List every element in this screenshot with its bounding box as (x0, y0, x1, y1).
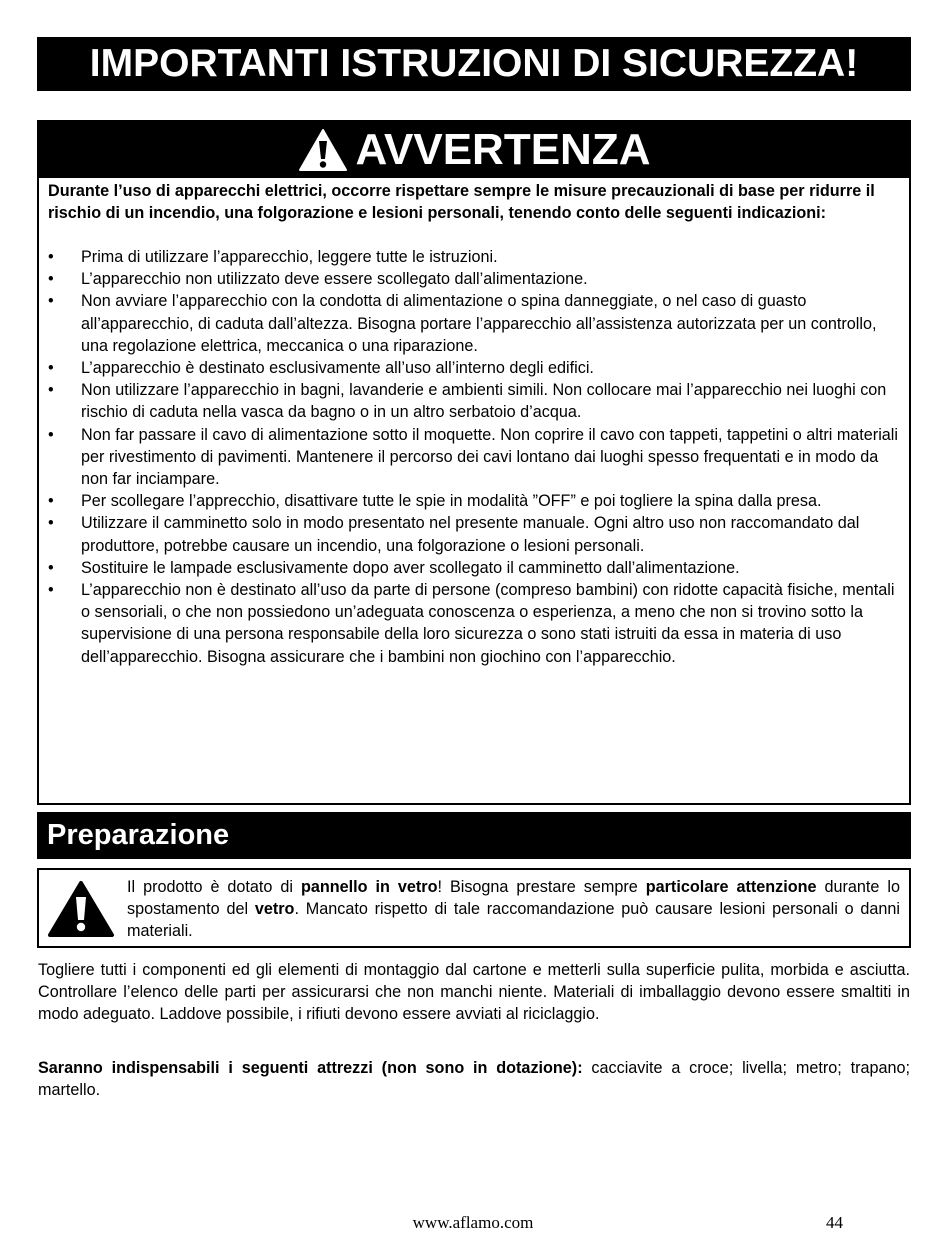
list-item: • Non utilizzare l’apparecchio in bagni, lavanderie e ambienti simili. Non collocare mai l’apparecchio nei luoghi con rischio di caduta nella vasca da bagno o in un altro serbatoio d’acqua. (48, 381, 887, 422)
page-title: IMPORTANTI ISTRUZIONI DI SICUREZZA! (37, 37, 911, 91)
warning-triangle-icon (298, 128, 348, 172)
bullet: • (48, 359, 54, 378)
bullet: • (48, 292, 54, 311)
list-item: • L’apparecchio non utilizzato deve essere scollegato dall’alimentazione. (39, 268, 899, 290)
unpacking-paragraph: Togliere tutti i componenti ed gli elementi di montaggio dal cartone e metterli sulla superficie pulita, morbida e asciutta. Controllare l’elenco delle parti per assicurarsi che non manchi niente. Materiali di imballaggio devono essere smaltiti in modo adeguato. Laddove possibile, i rifiuti devono essere avviati al riciclaggio. (38, 961, 910, 1023)
page-number: 44 (826, 1213, 843, 1232)
bullet: • (48, 248, 54, 266)
warning-heading: AVVERTENZA (355, 125, 651, 174)
warning-intro: Durante l’uso di apparecchi elettrici, occorre rispettare sempre le misure precauzionali di base per ridurre il rischio di un incendio, una folgorazione e lesioni personali, tenendo conto delle seguenti indicazioni: (48, 182, 875, 222)
bullet: • (48, 425, 54, 444)
bullet: • (48, 270, 54, 289)
warning-triangle-icon (47, 880, 115, 938)
tools-label: Saranno indispensabili i seguenti attrezzi (non sono in dotazione): (38, 1059, 583, 1077)
bullet: • (48, 558, 54, 577)
warning-list (39, 246, 899, 668)
tools-paragraph (38, 1057, 910, 1101)
list-item: • L’apparecchio non è destinato all’uso da parte di persone (compreso bambini) con ridotte capacità fisiche, mentali o sensoriali, o che non possiedono un’adeguata conoscenza o esperienza, a meno che non si trovino sotto la supervisione di una persona responsabile della loro sicurezza o sono stati istruiti da essa in materia di uso dell’apparecchio. Bisogna assicurare che i bambini non giochino con l’apparecchio. (48, 581, 895, 666)
bullet: • (48, 581, 54, 600)
list-item: • Non far passare il cavo di alimentazione sotto il moquette. Non coprire il cavo con tappeti, tappetini o altri materiali per rivestimento di pavimenti. Mantenere il percorso dei cavi lontano dai luoghi spesso frequentati e in modo da non far inciampare. (48, 425, 898, 489)
warning-box (37, 120, 911, 805)
glass-notice-box (37, 868, 911, 948)
bullet: • (48, 514, 54, 533)
list-item: • Per scollegare l’apprecchio, disattivare tutte le spie in modalità ”OFF” e poi togliere la spina dalla presa. (39, 490, 899, 512)
list-item: • Prima di utilizzare l’apparecchio, leggere tutte le istruzioni. (39, 246, 899, 268)
list-item: • Non avviare l’apparecchio con la condotta di alimentazione o spina danneggiate, o nel caso di guasto all’apparecchio, di caduta dall’altezza. Bisogna portare l’apparecchio all’assistenza autorizzata per un controllo, una regolazione elettrica, meccanica o una riparazione. (48, 292, 877, 355)
list-item: • Sostituire le lampade esclusivamente dopo aver scollegato il camminetto dall’alimentazione. (39, 557, 899, 579)
warning-header (39, 122, 909, 178)
bullet: • (48, 381, 54, 400)
list-item: • L’apparecchio è destinato esclusivamente all’uso all’interno degli edifici. (39, 357, 899, 379)
footer-url: www.aflamo.com (412, 1213, 534, 1232)
section-heading-preparation: Preparazione (37, 812, 911, 859)
glass-notice-text: Il prodotto è dotato di pannello in vetro! Bisogna prestare sempre particolare attenzione durante lo spostamento del vetro. Mancato rispetto di tale raccomandazione può causare lesioni personali o danni materiali. (127, 878, 901, 940)
bullet: • (48, 492, 54, 511)
tools-list: cacciavite a croce; livella; metro; trapano; martello. (38, 1059, 910, 1099)
list-item: • Utilizzare il camminetto solo in modo presentato nel presente manuale. Ogni altro uso non raccomandato dal produttore, potrebbe causare un incendio, una folgorazione o lesioni personali. (48, 514, 860, 555)
